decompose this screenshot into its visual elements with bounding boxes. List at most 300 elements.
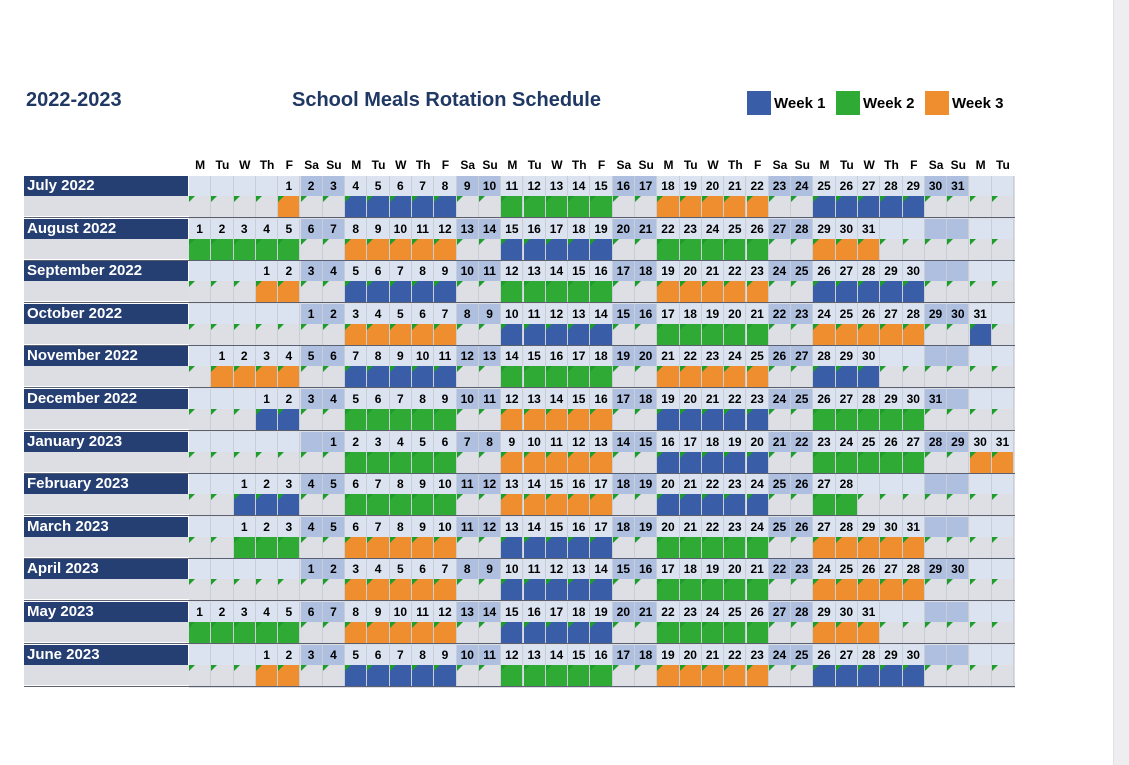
meal-week-3-cell (256, 665, 278, 686)
empty-date-cell (880, 219, 902, 239)
no-meal-cell (791, 324, 813, 345)
empty-date-cell (211, 432, 233, 452)
date-cell: 15 (613, 304, 635, 324)
cell-corner-marker (501, 622, 507, 628)
date-cell: 9 (479, 304, 501, 324)
no-meal-cell (992, 281, 1014, 302)
date-cell: 27 (903, 432, 925, 452)
meal-week-2-cell (412, 452, 434, 473)
cell-corner-marker (769, 366, 775, 372)
date-cell: 23 (747, 645, 769, 665)
meal-week-2-cell (657, 579, 679, 600)
cell-corner-marker (769, 494, 775, 500)
no-meal-cell (903, 239, 925, 260)
weekday-header: Tu (371, 158, 386, 172)
cell-corner-marker (903, 324, 909, 330)
cell-corner-marker (903, 281, 909, 287)
date-cell: 19 (680, 176, 702, 196)
date-cell: 16 (546, 346, 568, 366)
meal-week-1-cell (903, 281, 925, 302)
date-cell: 2 (323, 304, 345, 324)
cell-corner-marker (390, 196, 396, 202)
date-cell: 5 (367, 176, 389, 196)
date-cell: 18 (590, 346, 612, 366)
cell-corner-marker (412, 281, 418, 287)
date-cell: 2 (278, 645, 300, 665)
meal-week-1-cell (501, 324, 523, 345)
cell-corner-marker (925, 366, 931, 372)
cell-corner-marker (301, 494, 307, 500)
date-cell: 21 (680, 517, 702, 537)
date-cell: 25 (858, 432, 880, 452)
meal-week-1-cell (657, 452, 679, 473)
date-cell: 7 (412, 176, 434, 196)
date-cell: 3 (278, 517, 300, 537)
date-cell: 28 (836, 517, 858, 537)
empty-date-cell (211, 517, 233, 537)
meal-week-3-cell (367, 324, 389, 345)
meal-week-1-cell (724, 494, 746, 515)
date-cell: 25 (769, 474, 791, 494)
date-cell: 18 (657, 176, 679, 196)
empty-date-cell (189, 474, 211, 494)
no-meal-cell (479, 239, 501, 260)
date-cell: 26 (769, 346, 791, 366)
date-cell: 1 (256, 389, 278, 409)
no-meal-cell (613, 537, 635, 558)
no-meal-cell (791, 281, 813, 302)
cell-corner-marker (457, 324, 463, 330)
no-meal-cell (992, 537, 1014, 558)
date-cell: 5 (301, 346, 323, 366)
page-scrollbar[interactable] (1113, 0, 1129, 765)
cell-corner-marker (858, 537, 864, 543)
cell-corner-marker (769, 452, 775, 458)
cell-corner-marker (524, 196, 530, 202)
no-meal-cell (234, 281, 256, 302)
meal-week-1-cell (702, 452, 724, 473)
cell-corner-marker (367, 579, 373, 585)
cell-corner-marker (590, 196, 596, 202)
no-meal-cell (323, 622, 345, 643)
cell-corner-marker (301, 324, 307, 330)
no-meal-cell (769, 452, 791, 473)
cell-corner-marker (457, 579, 463, 585)
date-cell: 27 (813, 474, 835, 494)
meal-week-3-cell (278, 665, 300, 686)
cell-corner-marker (724, 494, 730, 500)
cell-corner-marker (546, 324, 552, 330)
meal-week-3-cell (680, 281, 702, 302)
no-meal-cell (880, 366, 902, 387)
cell-corner-marker (434, 537, 440, 543)
date-cell: 13 (479, 346, 501, 366)
date-cell: 19 (657, 261, 679, 281)
meal-week-3-cell (813, 239, 835, 260)
date-cell: 19 (702, 559, 724, 579)
meal-week-3-cell (524, 494, 546, 515)
date-cell: 4 (256, 602, 278, 622)
cell-corner-marker (457, 494, 463, 500)
date-cell: 20 (613, 219, 635, 239)
meal-week-1-cell (836, 665, 858, 686)
cell-corner-marker (345, 366, 351, 372)
meal-week-2-cell (546, 196, 568, 217)
cell-corner-marker (970, 409, 976, 415)
cell-corner-marker (970, 281, 976, 287)
date-cell: 3 (323, 176, 345, 196)
empty-date-cell (278, 432, 300, 452)
date-cell: 15 (590, 176, 612, 196)
weekday-header: Th (415, 158, 431, 172)
meal-week-1-cell (546, 324, 568, 345)
no-meal-cell (234, 452, 256, 473)
cell-corner-marker (211, 579, 217, 585)
cell-corner-marker (635, 622, 641, 628)
cell-corner-marker (345, 579, 351, 585)
meal-week-2-cell (345, 452, 367, 473)
weekday-header: Tu (839, 158, 854, 172)
no-meal-cell (769, 537, 791, 558)
no-meal-cell (925, 366, 947, 387)
date-cell: 3 (345, 559, 367, 579)
no-meal-cell (301, 622, 323, 643)
legend-label-week-2: Week 2 (863, 94, 915, 112)
no-meal-cell (880, 494, 902, 515)
date-cell: 22 (724, 389, 746, 409)
cell-corner-marker (747, 579, 753, 585)
date-cell: 10 (412, 346, 434, 366)
empty-date-cell (189, 645, 211, 665)
meal-week-2-cell (367, 494, 389, 515)
date-cell: 8 (390, 474, 412, 494)
date-cell: 28 (880, 176, 902, 196)
meal-week-3-cell (412, 537, 434, 558)
no-meal-cell (211, 665, 233, 686)
cell-corner-marker (278, 196, 284, 202)
no-meal-cell (858, 494, 880, 515)
meal-week-2-cell (256, 537, 278, 558)
meal-week-3-cell (747, 281, 769, 302)
cell-corner-marker (457, 622, 463, 628)
cell-corner-marker (680, 239, 686, 245)
no-meal-cell (323, 494, 345, 515)
month-label: May 2023 (24, 602, 188, 622)
no-meal-cell (301, 324, 323, 345)
no-meal-cell (992, 409, 1014, 430)
cell-corner-marker (947, 196, 953, 202)
cell-corner-marker (657, 452, 663, 458)
no-meal-cell (301, 579, 323, 600)
cell-corner-marker (501, 665, 507, 671)
date-cell: 18 (702, 432, 724, 452)
meal-week-1-cell (680, 452, 702, 473)
cell-corner-marker (234, 281, 240, 287)
meal-week-1-cell (568, 622, 590, 643)
date-cell: 10 (390, 602, 412, 622)
weekday-header: W (707, 158, 719, 172)
date-cell: 14 (524, 474, 546, 494)
meal-week-3-cell (702, 196, 724, 217)
date-cell: 30 (970, 432, 992, 452)
cell-corner-marker (189, 494, 195, 500)
cell-corner-marker (434, 665, 440, 671)
date-cell: 16 (524, 219, 546, 239)
meal-week-1-cell (412, 196, 434, 217)
meal-week-1-cell (858, 196, 880, 217)
meal-week-2-cell (702, 537, 724, 558)
cell-corner-marker (858, 239, 864, 245)
date-cell: 7 (323, 219, 345, 239)
date-cell: 11 (479, 645, 501, 665)
cell-corner-marker (613, 324, 619, 330)
meal-week-2-cell (256, 622, 278, 643)
cell-corner-marker (903, 494, 909, 500)
meal-week-1-cell (367, 281, 389, 302)
meal-week-3-cell (880, 324, 902, 345)
no-meal-cell (970, 239, 992, 260)
cell-corner-marker (323, 239, 329, 245)
cell-corner-marker (501, 366, 507, 372)
meal-week-3-cell (345, 239, 367, 260)
date-cell: 25 (791, 261, 813, 281)
no-meal-cell (947, 196, 969, 217)
cell-corner-marker (390, 665, 396, 671)
meal-week-1-cell (680, 494, 702, 515)
date-cell: 24 (702, 602, 724, 622)
no-meal-cell (457, 409, 479, 430)
cell-corner-marker (769, 622, 775, 628)
date-cell: 20 (702, 176, 724, 196)
cell-corner-marker (613, 452, 619, 458)
date-cell: 20 (613, 602, 635, 622)
date-cell: 21 (747, 559, 769, 579)
cell-corner-marker (501, 239, 507, 245)
cell-corner-marker (256, 537, 262, 543)
date-cell: 4 (256, 219, 278, 239)
empty-date-cell (189, 304, 211, 324)
empty-date-cell (947, 389, 969, 409)
empty-date-cell (992, 304, 1014, 324)
date-cell: 9 (501, 432, 523, 452)
meal-week-1-cell (434, 665, 456, 686)
cell-corner-marker (457, 665, 463, 671)
date-cell: 23 (791, 559, 813, 579)
cell-corner-marker (434, 409, 440, 415)
no-meal-cell (479, 281, 501, 302)
meal-week-2-cell (524, 366, 546, 387)
cell-corner-marker (791, 281, 797, 287)
cell-corner-marker (903, 196, 909, 202)
cell-corner-marker (524, 579, 530, 585)
date-cell: 31 (858, 219, 880, 239)
cell-corner-marker (880, 579, 886, 585)
date-cell: 11 (524, 559, 546, 579)
meal-week-2-cell (858, 409, 880, 430)
legend-week-2 (836, 91, 914, 115)
no-meal-cell (256, 452, 278, 473)
no-meal-cell (323, 324, 345, 345)
date-cell: 3 (301, 645, 323, 665)
cell-corner-marker (858, 579, 864, 585)
meal-week-1-cell (345, 196, 367, 217)
weekday-header: Sa (304, 158, 319, 172)
cell-corner-marker (702, 324, 708, 330)
date-cell: 14 (590, 559, 612, 579)
date-cell: 30 (836, 602, 858, 622)
meal-week-1-cell (858, 366, 880, 387)
date-cell: 8 (367, 346, 389, 366)
cell-corner-marker (457, 239, 463, 245)
meal-week-1-cell (256, 409, 278, 430)
cell-corner-marker (412, 452, 418, 458)
empty-date-cell (256, 176, 278, 196)
weekday-header: F (441, 158, 450, 172)
cell-corner-marker (813, 622, 819, 628)
no-meal-cell (189, 452, 211, 473)
date-cell: 3 (278, 474, 300, 494)
cell-corner-marker (568, 494, 574, 500)
cell-corner-marker (301, 665, 307, 671)
date-cell: 18 (635, 645, 657, 665)
no-meal-cell (479, 196, 501, 217)
meal-week-2-cell (501, 281, 523, 302)
cell-corner-marker (858, 281, 864, 287)
weekday-header: Su (794, 158, 810, 172)
meal-week-1-cell (546, 622, 568, 643)
date-cell: 5 (278, 602, 300, 622)
cell-corner-marker (390, 452, 396, 458)
cell-corner-marker (702, 537, 708, 543)
date-cell: 25 (813, 176, 835, 196)
empty-date-cell (992, 602, 1014, 622)
meal-week-3-cell (390, 324, 412, 345)
meal-week-3-cell (568, 409, 590, 430)
cell-corner-marker (791, 452, 797, 458)
date-cell: 2 (345, 432, 367, 452)
cell-corner-marker (836, 239, 842, 245)
meal-week-2-cell (747, 239, 769, 260)
cell-corner-marker (345, 196, 351, 202)
cell-corner-marker (479, 665, 485, 671)
weekday-header: F (285, 158, 293, 172)
cell-corner-marker (992, 281, 998, 287)
meal-week-3-cell (813, 579, 835, 600)
cell-corner-marker (412, 579, 418, 585)
empty-date-cell (189, 346, 211, 366)
cell-corner-marker (903, 579, 909, 585)
date-cell: 16 (590, 645, 612, 665)
cell-corner-marker (457, 537, 463, 543)
no-meal-cell (791, 537, 813, 558)
date-cell: 11 (479, 261, 501, 281)
weekday-header: M (195, 158, 206, 172)
date-cell: 4 (323, 261, 345, 281)
date-cell: 19 (590, 219, 612, 239)
meal-week-3-cell (813, 622, 835, 643)
cell-corner-marker (613, 494, 619, 500)
cell-corner-marker (613, 622, 619, 628)
meal-week-2-cell (590, 665, 612, 686)
no-meal-cell (947, 281, 969, 302)
meal-week-1-cell (590, 537, 612, 558)
cell-corner-marker (791, 366, 797, 372)
meal-week-2-cell (813, 494, 835, 515)
empty-date-cell (256, 432, 278, 452)
meal-week-1-cell (390, 665, 412, 686)
no-meal-cell (211, 452, 233, 473)
meal-week-2-cell (211, 239, 233, 260)
date-cell: 29 (903, 176, 925, 196)
cell-corner-marker (301, 537, 307, 543)
no-meal-cell (613, 281, 635, 302)
empty-date-cell (970, 517, 992, 537)
empty-date-cell (880, 602, 902, 622)
meal-week-2-cell (234, 622, 256, 643)
meal-week-3-cell (724, 281, 746, 302)
no-meal-cell (970, 537, 992, 558)
date-cell: 16 (568, 474, 590, 494)
empty-date-cell (992, 474, 1014, 494)
meal-week-3-cell (278, 366, 300, 387)
cell-corner-marker (323, 196, 329, 202)
date-cell: 25 (791, 389, 813, 409)
no-meal-cell (211, 324, 233, 345)
date-cell: 9 (434, 261, 456, 281)
meal-week-2-cell (680, 622, 702, 643)
empty-date-cell (211, 261, 233, 281)
cell-corner-marker (925, 665, 931, 671)
no-meal-cell (323, 452, 345, 473)
cell-corner-marker (813, 366, 819, 372)
meal-week-2-cell (590, 281, 612, 302)
cell-corner-marker (791, 622, 797, 628)
cell-corner-marker (925, 196, 931, 202)
empty-date-cell (992, 219, 1014, 239)
cell-corner-marker (479, 494, 485, 500)
date-cell: 21 (702, 389, 724, 409)
cell-corner-marker (189, 622, 195, 628)
no-meal-cell (479, 324, 501, 345)
meal-week-1-cell (390, 281, 412, 302)
meal-week-3-cell (390, 622, 412, 643)
meal-week-1-cell (747, 409, 769, 430)
cell-corner-marker (434, 239, 440, 245)
cell-corner-marker (702, 239, 708, 245)
date-cell: 7 (457, 432, 479, 452)
empty-date-cell (947, 474, 969, 494)
meal-week-3-cell (345, 579, 367, 600)
date-cell: 24 (747, 517, 769, 537)
cell-corner-marker (278, 622, 284, 628)
date-cell: 8 (457, 304, 479, 324)
empty-date-cell (234, 389, 256, 409)
meal-week-1-cell (345, 665, 367, 686)
meal-week-2-cell (189, 239, 211, 260)
cell-corner-marker (568, 409, 574, 415)
cell-corner-marker (992, 665, 998, 671)
no-meal-cell (791, 366, 813, 387)
cell-corner-marker (546, 665, 552, 671)
meal-week-3-cell (724, 196, 746, 217)
date-cell: 24 (747, 474, 769, 494)
cell-corner-marker (412, 494, 418, 500)
no-meal-cell (189, 494, 211, 515)
meal-week-1-cell (836, 196, 858, 217)
cell-corner-marker (546, 494, 552, 500)
no-meal-cell (791, 665, 813, 686)
cell-corner-marker (970, 494, 976, 500)
